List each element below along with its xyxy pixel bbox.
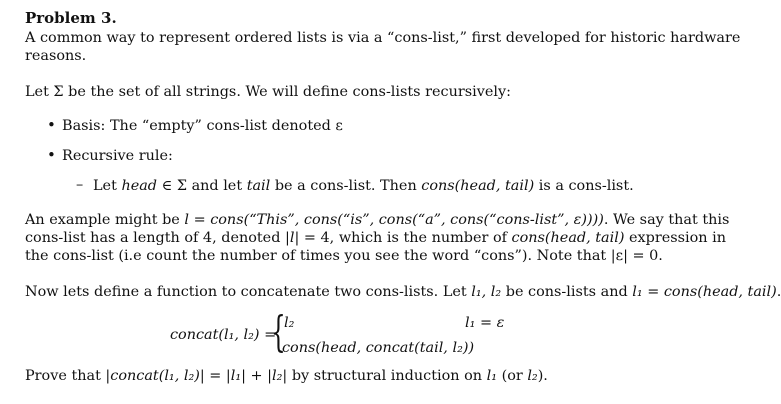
sigma-definition: Let Σ be the set of all strings. We will define cons-lists recursively: bbox=[25, 84, 511, 100]
definition-brace: { bbox=[271, 307, 286, 356]
case-2-value bbox=[282, 339, 474, 357]
definition-lhs bbox=[170, 326, 276, 344]
concat-intro-text: . bbox=[776, 284, 781, 300]
prove-text: | by structural induction on bbox=[282, 368, 487, 384]
concat-intro-text: be cons-lists and bbox=[501, 284, 633, 300]
example-expression: l = cons(“This”, cons(“is”, cons(“a”, cons(“cons-list”, ε)))) bbox=[184, 212, 604, 228]
list-vars: l₁, l₂ bbox=[471, 284, 502, 300]
concat-intro bbox=[25, 283, 781, 301]
sub-item-part: be a cons-list. Then bbox=[270, 178, 422, 194]
cons-expression: cons(head, tail) bbox=[421, 178, 535, 194]
case-1-expr: l₂ bbox=[284, 315, 295, 331]
sub-item-part: is a cons-list. bbox=[534, 178, 634, 194]
prove-text: ). bbox=[537, 368, 548, 384]
l2-var: l₂ bbox=[527, 368, 538, 384]
l1-var: l₁ bbox=[486, 368, 497, 384]
example-line-1 bbox=[25, 211, 729, 229]
prove-text: | = | bbox=[199, 368, 231, 384]
prove-text: (or bbox=[497, 368, 528, 384]
bullet-recursive-text: Recursive rule: bbox=[62, 148, 173, 164]
example-text: . We say that this bbox=[603, 212, 730, 228]
sub-item-part: ∈ Σ and let bbox=[157, 178, 247, 194]
prove-text: Prove that | bbox=[25, 368, 111, 384]
prove-text: | + | bbox=[241, 368, 273, 384]
l-var: l bbox=[289, 230, 295, 246]
concat-expr: concat(l₁, l₂) bbox=[110, 368, 200, 384]
example-text: expression in bbox=[624, 230, 727, 246]
l1-var: l₁ bbox=[230, 368, 242, 384]
tail-var: tail bbox=[246, 178, 271, 194]
bullet-basis-dot: • bbox=[47, 116, 56, 134]
l1-equation: l₁ = cons(head, tail) bbox=[632, 284, 777, 300]
case-1-cond-expr: l₁ = ε bbox=[465, 315, 505, 331]
sub-item-part: Let bbox=[93, 178, 122, 194]
problem-heading: Problem 3. bbox=[25, 9, 117, 27]
intro-line-1: A common way to represent ordered lists is via a “cons-list,” first developed for historic hardware bbox=[25, 30, 741, 46]
bullet-basis-text: Basis: The “empty” cons-list denoted ε bbox=[62, 118, 343, 134]
case-1-value bbox=[284, 314, 294, 332]
case-1-condition bbox=[465, 314, 504, 332]
concat-intro-text: Now lets define a function to concatenate two cons-lists. Let bbox=[25, 284, 472, 300]
example-text: | = 4, which is the number of bbox=[294, 230, 512, 246]
intro-line-2: reasons. bbox=[25, 48, 87, 64]
concat-lhs: concat(l₁, l₂) = bbox=[170, 327, 277, 343]
sub-item-dash: – bbox=[76, 177, 84, 193]
prove-statement bbox=[25, 367, 548, 385]
bullet-recursive-dot: • bbox=[47, 146, 56, 164]
example-line-3: the cons-list (i.e count the number of times you see the word “cons”). Note that |ε| = 0. bbox=[25, 248, 663, 264]
cons-expression: cons(head, tail) bbox=[511, 230, 625, 246]
l2-var: l₂ bbox=[272, 368, 283, 384]
example-text: cons-list has a length of 4, denoted | bbox=[25, 230, 290, 246]
case-2-expr: cons(head, concat(tail, l₂)) bbox=[282, 340, 475, 356]
head-var: head bbox=[121, 178, 158, 194]
example-text: An example might be bbox=[25, 212, 185, 228]
sub-item-text bbox=[93, 177, 634, 195]
example-line-2 bbox=[25, 229, 726, 247]
